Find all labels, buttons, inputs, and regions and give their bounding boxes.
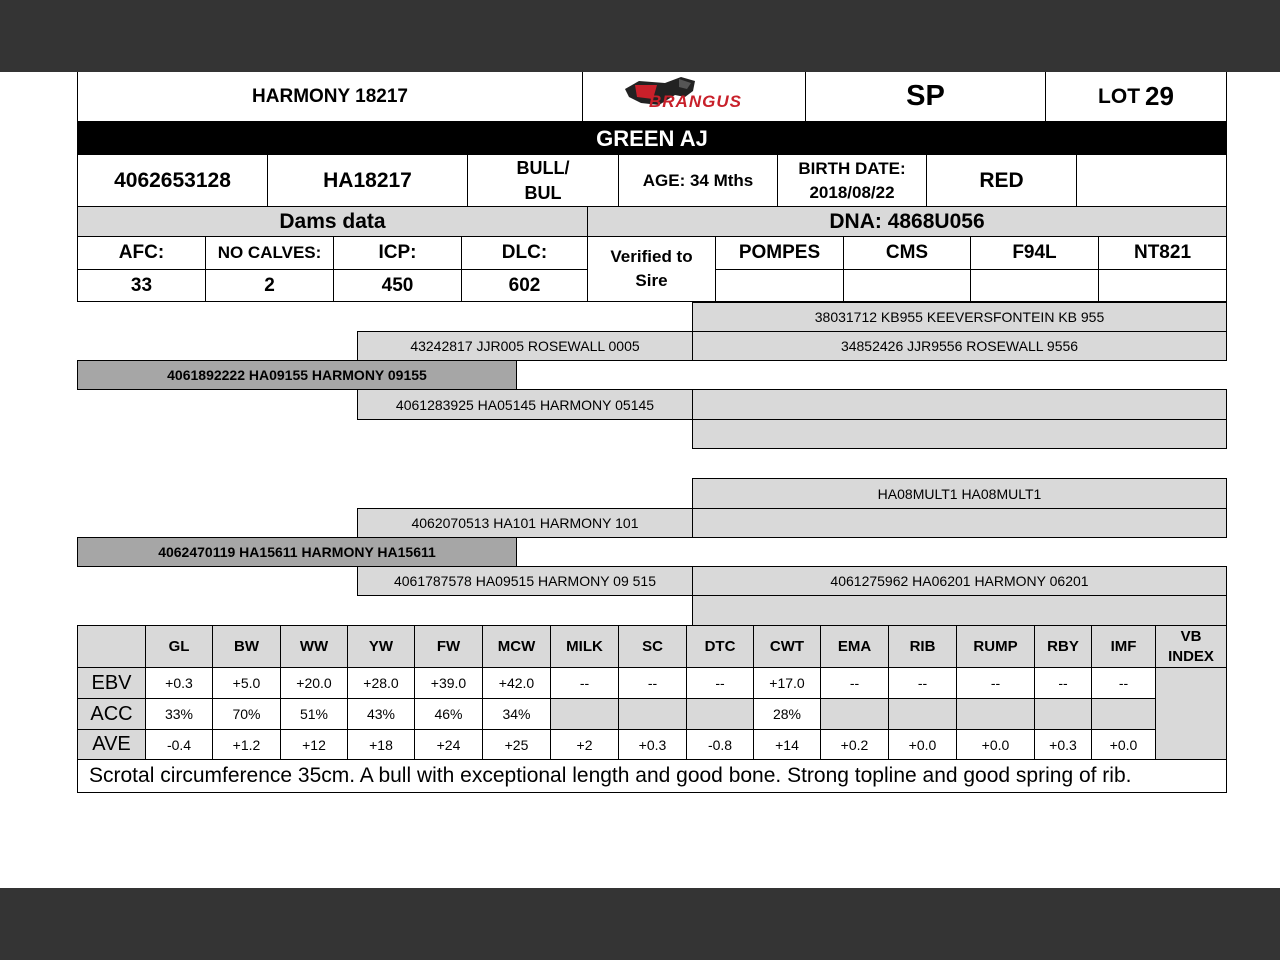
ebv-rby: --	[1034, 667, 1092, 699]
birth-date-value: 2018/08/22	[809, 182, 895, 202]
pedigree-dam-dam: 4061787578 HA09515 HARMONY 09 515	[357, 566, 693, 596]
acc-cwt: 28%	[753, 698, 821, 730]
ident-number: HA18217	[267, 154, 468, 207]
afc-value: 33	[77, 269, 206, 302]
no-calves-header: NO CALVES:	[205, 236, 334, 270]
dams-data-title: Dams data	[77, 206, 588, 237]
ebv-bw: +5.0	[212, 667, 281, 699]
acc-rby	[1034, 698, 1092, 730]
pompes-header: POMPES	[715, 236, 844, 270]
ave-rump: +0.0	[956, 729, 1035, 760]
acc-rib	[888, 698, 957, 730]
verified-line-1: Verified to	[610, 247, 693, 266]
ebv-header-sc: SC	[618, 625, 687, 668]
ebv-ww: +20.0	[280, 667, 348, 699]
ebv-ema: --	[820, 667, 889, 699]
ave-ww: +12	[280, 729, 348, 760]
ebv-rib: --	[888, 667, 957, 699]
sex-line-1: BULL/	[516, 157, 570, 178]
dlc-value: 602	[461, 269, 588, 302]
acc-yw: 43%	[347, 698, 415, 730]
ebv-header-rump: RUMP	[956, 625, 1035, 668]
cms-header: CMS	[843, 236, 971, 270]
ave-ema: +0.2	[820, 729, 889, 760]
pompes-value	[715, 269, 844, 302]
age-box: AGE: 34 Mths	[618, 154, 778, 207]
verified-to-sire	[587, 236, 716, 302]
acc-ema	[820, 698, 889, 730]
brangus-logo	[582, 72, 806, 122]
ebv-rump: --	[956, 667, 1035, 699]
ebv-header-yw: YW	[347, 625, 415, 668]
lot-label: LOT	[1098, 84, 1141, 108]
row-label-ebv: EBV	[77, 667, 146, 699]
acc-dtc	[686, 698, 754, 730]
logo-wordmark: BRANGUS	[649, 92, 742, 111]
acc-mcw: 34%	[482, 698, 551, 730]
sex-line-2: BUL	[524, 182, 562, 203]
icp-value: 450	[333, 269, 462, 302]
ave-dtc: -0.8	[686, 729, 754, 760]
ebv-corner-cell	[77, 625, 146, 668]
dna-title: DNA: 4868U056	[587, 206, 1227, 237]
nt821-value	[1098, 269, 1227, 302]
acc-rump	[956, 698, 1035, 730]
vb-index-line-2: INDEX	[1168, 647, 1214, 665]
acc-gl: 33%	[145, 698, 213, 730]
vb-index-value	[1155, 667, 1227, 760]
ebv-header-fw: FW	[414, 625, 483, 668]
ave-rby: +0.3	[1034, 729, 1092, 760]
pedigree-sire-dam-dam	[692, 419, 1227, 449]
pedigree-sire-sire: 43242817 JJR005 ROSEWALL 0005	[357, 331, 693, 361]
grade-badge: SP	[805, 72, 1046, 122]
ebv-dtc: --	[686, 667, 754, 699]
row-label-acc: ACC	[77, 698, 146, 730]
ave-gl: -0.4	[145, 729, 213, 760]
afc-header: AFC:	[77, 236, 206, 270]
catalogue-page	[0, 72, 1280, 888]
pedigree-sire-sire-sire: 38031712 KB955 KEEVERSFONTEIN KB 955	[692, 302, 1227, 332]
lot-box	[1045, 72, 1227, 122]
ave-mcw: +25	[482, 729, 551, 760]
acc-bw: 70%	[212, 698, 281, 730]
comment-text: Scrotal circumference 35cm. A bull with exceptional length and good bone. Strong topline and good spring of rib.	[77, 759, 1227, 793]
pedigree-dam-dam-sire: 4061275962 HA06201 HARMONY 06201	[692, 566, 1227, 596]
dlc-header: DLC:	[461, 236, 588, 270]
colour-box: RED	[926, 154, 1077, 207]
animal-name: HARMONY 18217	[77, 72, 583, 122]
ebv-header-rby: RBY	[1034, 625, 1092, 668]
ebv-header-cwt: CWT	[753, 625, 821, 668]
ave-sc: +0.3	[618, 729, 687, 760]
ave-imf: +0.0	[1091, 729, 1156, 760]
ebv-header-imf: IMF	[1091, 625, 1156, 668]
ebv-header-rib: RIB	[888, 625, 957, 668]
pedigree-dam-dam-dam	[692, 595, 1227, 626]
no-calves-value: 2	[205, 269, 334, 302]
ebv-header-bw: BW	[212, 625, 281, 668]
acc-milk	[550, 698, 619, 730]
ave-cwt: +14	[753, 729, 821, 760]
acc-sc	[618, 698, 687, 730]
ebv-header-mcw: MCW	[482, 625, 551, 668]
verified-line-2: Sire	[635, 271, 668, 290]
pedigree-dam: 4062470119 HA15611 HARMONY HA15611	[77, 537, 517, 567]
row-label-ave: AVE	[77, 729, 146, 760]
ebv-header-ww: WW	[280, 625, 348, 668]
acc-ww: 51%	[280, 698, 348, 730]
pedigree-dam-sire-dam	[692, 508, 1227, 538]
pedigree-dam-sire: 4062070513 HA101 HARMONY 101	[357, 508, 693, 538]
ebv-header-gl: GL	[145, 625, 213, 668]
ebv-milk: --	[550, 667, 619, 699]
pedigree-sire-dam-sire	[692, 389, 1227, 420]
pedigree-sire: 4061892222 HA09155 HARMONY 09155	[77, 360, 517, 390]
pedigree-sire-sire-dam: 34852426 JJR9556 ROSEWALL 9556	[692, 331, 1227, 361]
registration-number: 4062653128	[77, 154, 268, 207]
f94l-value	[970, 269, 1099, 302]
ave-rib: +0.0	[888, 729, 957, 760]
ebv-mcw: +42.0	[482, 667, 551, 699]
vb-index-header	[1155, 625, 1227, 668]
ebv-yw: +28.0	[347, 667, 415, 699]
ebv-sc: --	[618, 667, 687, 699]
ebv-header-dtc: DTC	[686, 625, 754, 668]
birth-date-label: BIRTH DATE:	[798, 158, 906, 178]
breeder-bar: GREEN AJ	[77, 122, 1227, 155]
ebv-cwt: +17.0	[753, 667, 821, 699]
ebv-imf: --	[1091, 667, 1156, 699]
ebv-gl: +0.3	[145, 667, 213, 699]
acc-imf	[1091, 698, 1156, 730]
ave-yw: +18	[347, 729, 415, 760]
vb-index-line-1: VB	[1180, 627, 1202, 645]
cms-value	[843, 269, 971, 302]
acc-fw: 46%	[414, 698, 483, 730]
pedigree-dam-sire-sire: HA08MULT1 HA08MULT1	[692, 478, 1227, 509]
ebv-fw: +39.0	[414, 667, 483, 699]
ebv-header-ema: EMA	[820, 625, 889, 668]
empty-id-cell	[1076, 154, 1227, 207]
nt821-header: NT821	[1098, 236, 1227, 270]
icp-header: ICP:	[333, 236, 462, 270]
pedigree-sire-dam: 4061283925 HA05145 HARMONY 05145	[357, 389, 693, 420]
sex-box	[467, 154, 619, 207]
birth-date-box	[777, 154, 927, 207]
ebv-header-milk: MILK	[550, 625, 619, 668]
lot-number: 29	[1145, 81, 1174, 111]
ave-bw: +1.2	[212, 729, 281, 760]
f94l-header: F94L	[970, 236, 1099, 270]
ave-fw: +24	[414, 729, 483, 760]
ave-milk: +2	[550, 729, 619, 760]
